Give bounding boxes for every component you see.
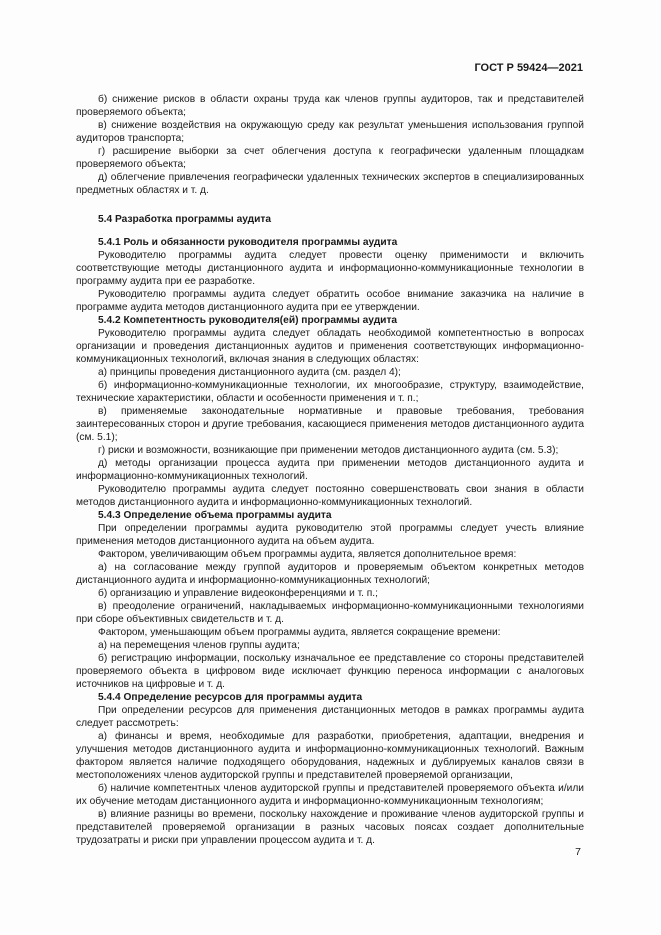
- list-item: б) наличие компетентных членов аудиторской группы и представителей проверяемого объекта и/или их обучение методам дистанционного аудита и информационно-коммуникационным технологиям;: [76, 783, 584, 807]
- paragraph: Фактором, уменьшающим объем программы аудита, является сокращение времени:: [98, 627, 501, 638]
- list-item: а) на согласование между группой аудиторов и проверяемым объектом конкретных методов дистанционного аудита и информационно-коммуникационных технологий;: [76, 562, 584, 586]
- paragraph: Руководителю программы аудита следует постоянно совершенствовать свои знания в области методов дистанционного аудита и информационно-коммуникационных технологий.: [76, 484, 584, 508]
- list-item: в) влияние разницы во времени, поскольку нахождение и проживание членов аудиторской группы и представителей проверяемой организации в разных часовых поясах создает дополнительные трудозатраты и риски при управлении процессом аудита и т. д.: [76, 809, 584, 846]
- page-body: [76, 93, 584, 847]
- section-heading: 5.4 Разработка программы аудита: [98, 214, 272, 225]
- subsection-heading: 5.4.4 Определение ресурсов для программы аудита: [98, 692, 363, 703]
- list-item: а) принципы проведения дистанционного аудита (см. раздел 4);: [98, 367, 401, 378]
- list-item: б) регистрацию информации, поскольку изначальное ее представление со стороны представителей проверяемого объекта в цифровом виде исключает функцию переноса информации с аналоговых источников на цифровые и т. д.: [76, 653, 584, 690]
- subsection-heading: 5.4.1 Роль и обязанности руководителя программы аудита: [98, 237, 398, 248]
- list-item: в) снижение воздействия на окружающую среду как результат уменьшения использования группой аудиторов транспорта;: [76, 120, 584, 144]
- list-item: б) снижение рисков в области охраны труда как членов группы аудиторов, так и представителей проверяемого объекта;: [76, 94, 584, 118]
- paragraph: При определении ресурсов для применения дистанционных методов в рамках программы аудита следует рассмотреть:: [76, 705, 584, 729]
- standard-code: ГОСТ Р 59424—2021: [474, 62, 583, 74]
- list-item: б) организацию и управление видеоконференциями и т. п.;: [98, 588, 378, 599]
- list-item: б) информационно-коммуникационные технологии, их многообразие, структуру, взаимодействие, технические характеристики, области и особенности применения и т. п.;: [76, 380, 584, 404]
- paragraph: Руководителю программы аудита следует провести оценку применимости и включить соответствующие методы дистанционного аудита и информационно-коммуникационные технологии в программу аудита при ее разработке.: [76, 250, 584, 287]
- list-item: в) применяемые законодательные нормативные и правовые требования, требования заинтересованных сторон и другие требования, касающиеся применения методов дистанционного аудита (см. 5.1);: [76, 406, 584, 443]
- subsection-heading: 5.4.2 Компетентность руководителя(ей) программы аудита: [98, 315, 398, 326]
- list-item: а) на перемещения членов группы аудита;: [98, 640, 300, 651]
- list-item: а) финансы и время, необходимые для разработки, приобретения, адаптации, внедрения и улучшения методов дистанционного аудита и информационно-коммуникационных технологий. Важным фактором является наличие подходящего оборудования, надежных и дублируемых каналов связи в местоположениях членов аудиторской группы и представителей проверяемой организации,: [76, 731, 584, 781]
- list-item: г) расширение выборки за счет облегчения доступа к географически удаленным площадкам проверяемого объекта;: [76, 146, 584, 170]
- paragraph: Фактором, увеличивающим объем программы аудита, является дополнительное время:: [98, 549, 517, 560]
- paragraph: Руководителю программы аудита следует обратить особое внимание заказчика на наличие в программе аудита методов дистанционного аудита при ее утверждении.: [76, 289, 584, 313]
- list-item: д) облегчение привлечения географически удаленных технических экспертов в специализированных предметных областях и т. д.: [76, 172, 584, 196]
- page-number: 7: [575, 846, 581, 858]
- subsection-heading: 5.4.3 Определение объема программы аудита: [98, 510, 332, 521]
- list-item: в) преодоление ограничений, накладываемых информационно-коммуникационными технологиями при сборе объективных свидетельств и т. д.: [76, 601, 584, 625]
- list-item: д) методы организации процесса аудита при применении методов дистанционного аудита и информационно-коммуникационных технологий.: [76, 458, 584, 482]
- list-item: г) риски и возможности, возникающие при применении методов дистанционного аудита (см. 5.3);: [98, 445, 559, 456]
- paragraph: Руководителю программы аудита следует обладать необходимой компетентностью в вопросах организации и проведения дистанционных аудитов и применения соответствующих информационно-коммуникационных технологий, включая знания в следующих областях:: [76, 328, 584, 365]
- paragraph: При определении программы аудита руководителю этой программы следует учесть влияние применения методов дистанционного аудита на объем аудита.: [76, 523, 584, 547]
